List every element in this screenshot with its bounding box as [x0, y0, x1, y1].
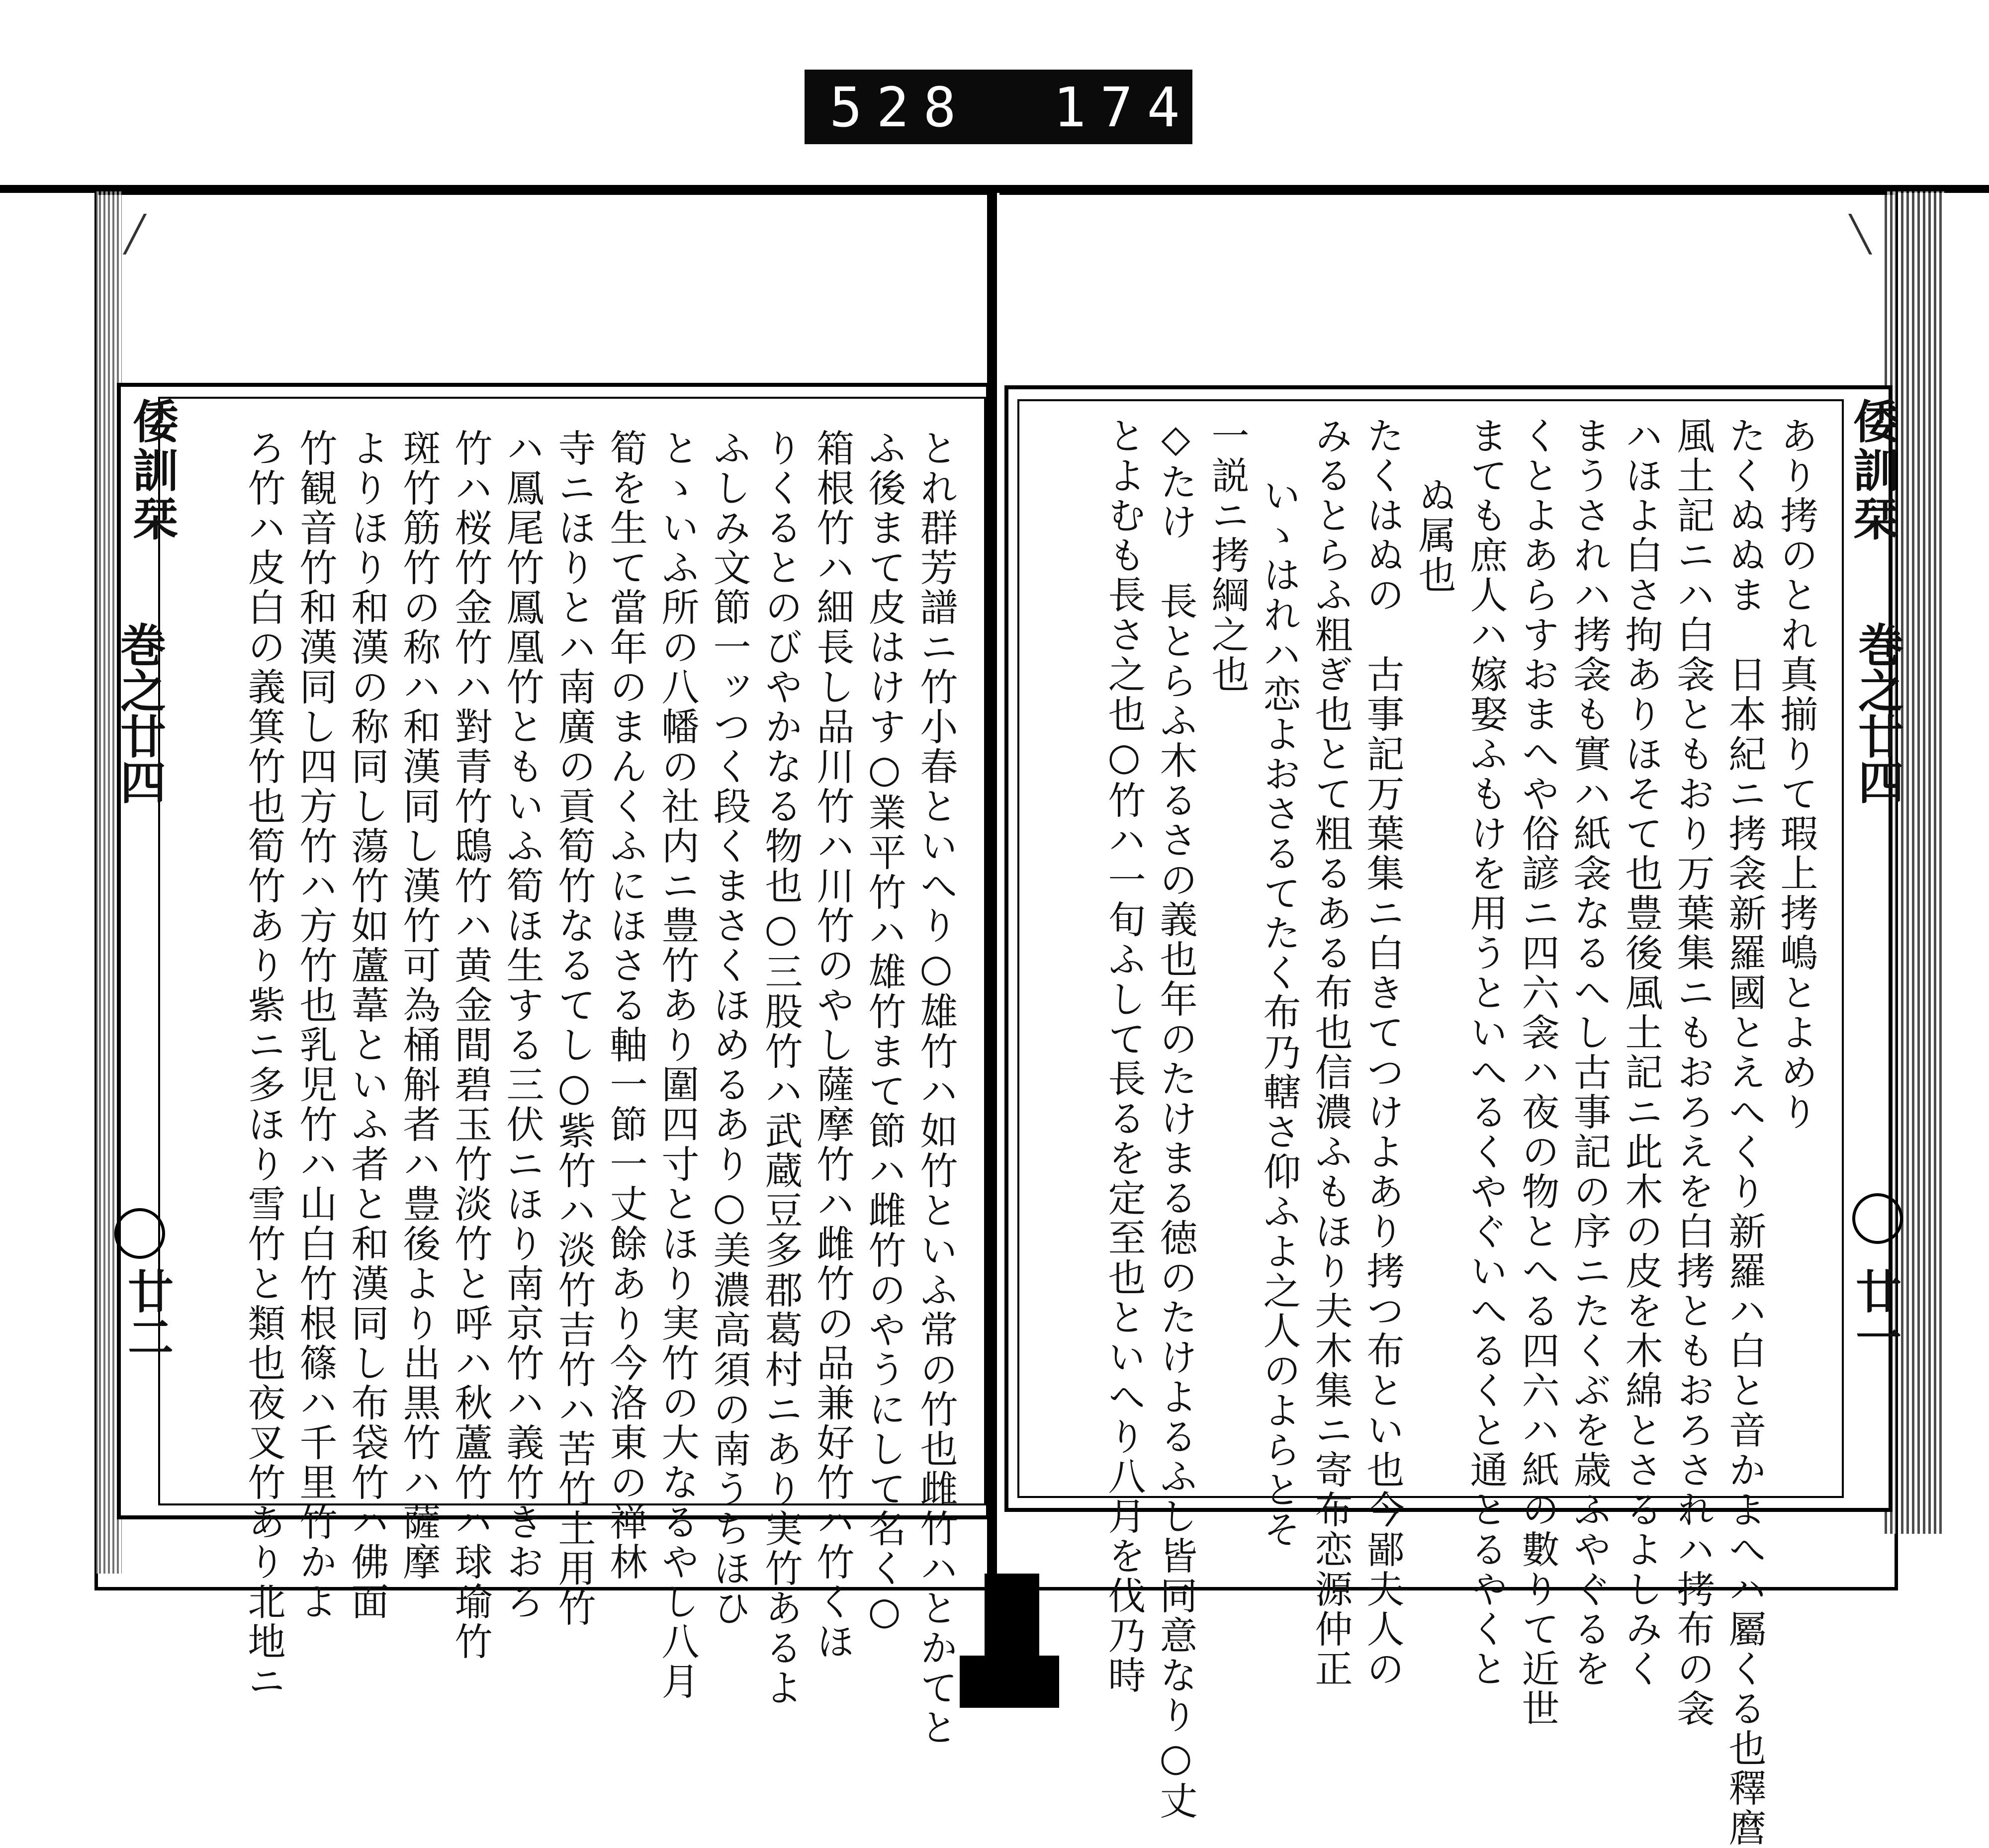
- right-page-text-frame: [1017, 399, 1844, 1848]
- left-page-text: [238, 429, 962, 1748]
- film-label-left-number: 528: [829, 76, 970, 139]
- corner-mark-right: ╲: [1850, 214, 1871, 255]
- text-column: たくはぬの 古事記万葉集ニ白きてつけよあり拷つ布とい也今鄙夫人の: [1360, 416, 1405, 1689]
- text-column: 箱根竹ハ細長し品川竹ハ川竹のやし薩摩竹ハ雌竹の品兼好竹ハ竹くほ: [811, 429, 855, 1662]
- text-column: ぬ属也: [1412, 476, 1456, 595]
- text-column: ハほよ白さ拘ありほそて也豊後風土記ニ此木の皮を木綿とさるよしみく: [1619, 416, 1663, 1689]
- text-column: まても庶人ハ嫁娶ふもけを用うといへるくやぐいへるくと通とるやくと: [1464, 416, 1508, 1689]
- film-label: [805, 70, 1241, 144]
- text-column: みるとらふ粗ぎ也とて粗るある布也信濃ふもほり夫木集ニ寄布恋源仲正: [1309, 416, 1353, 1689]
- right-volume-label: 巻之廿四: [1851, 621, 1904, 804]
- text-column: 一説ニ拷綱之也: [1205, 416, 1250, 695]
- text-column: ろ竹ハ皮白の義箕竹也筍竹あり紫ニ多ほり雪竹と類也夜叉竹あり北地ニ: [242, 429, 286, 1701]
- right-folio-number: 廿一: [1848, 1268, 1902, 1359]
- text-column: 筍を生て當年のまんくふにほさる軸一節一丈餘あり今洛東の禅林: [604, 429, 648, 1582]
- left-page: [117, 383, 990, 1748]
- text-column: 寺ニほりとハ南廣の貢筍竹なるてし○紫竹ハ淡竹吉竹ハ苦竹土用竹: [552, 429, 596, 1628]
- left-volume-label: 巻之廿四: [113, 621, 167, 804]
- text-column: 竹ハ桜竹金竹ハ對青竹鴟竹ハ黄金間碧玉竹淡竹と呼ハ秋蘆竹ハ球瑜竹: [449, 429, 493, 1662]
- left-margin-title: 倭訓栞: [125, 398, 179, 544]
- text-column: ふしみ文節一ッつく段くまさくほめるあり○美濃高須の南うちほひ: [707, 429, 751, 1628]
- text-column: たくぬぬま 日本紀ニ拷衾新羅國とえへくり新羅ハ白と音かよへハ屬くる也釋麿: [1722, 416, 1767, 1848]
- corner-mark-left: ╱: [124, 214, 146, 255]
- book-stand-base: [960, 1656, 1059, 1708]
- right-page-text: [1098, 416, 1822, 1848]
- right-margin-title: 倭訓栞: [1846, 398, 1899, 544]
- text-column: いゝはれハ恋よおさるてたく布乃轄さ仰ふよ之人のよらとそ: [1257, 476, 1301, 1550]
- text-column: まうされハ拷衾も實ハ紙衾なるへし古事記の序ニたくぶを歳ふやぐるを: [1567, 416, 1612, 1689]
- text-column: ふ後まて皮はけす○業平竹ハ雄竹まて節ハ雌竹のやうにして名く○: [862, 429, 906, 1635]
- text-column: 竹観音竹和漢同し四方竹ハ方竹也乳児竹ハ山白竹根篠ハ千里竹かよ: [293, 429, 338, 1622]
- text-column: あり拷のとれ真揃りて瑕上拷嶋とよめり: [1774, 416, 1818, 1132]
- text-column: 風土記ニハ白衾ともおり万葉集ニもおろえを白拷ともおろされハ拷布の衾: [1671, 416, 1715, 1729]
- text-column: ◇たけ 長とらふ木るさの義也年のたけまる徳のたけよるふし皆同意なり○丈: [1154, 416, 1198, 1821]
- text-column: よりほり和漢の称同し蕩竹如蘆葦といふ者と和漢同し布袋竹ハ佛面: [345, 429, 389, 1622]
- left-page-text-frame: [158, 397, 986, 1748]
- left-folio-number: 廿二: [120, 1268, 174, 1359]
- film-label-right-number: 174.: [1053, 76, 1241, 139]
- right-page: [1004, 385, 1893, 1848]
- right-fish-tail-mark: [1852, 1193, 1903, 1244]
- text-column: りくるとのびやかなる物也○三股竹ハ武蔵豆多郡葛村ニあり実竹あるよ: [759, 429, 803, 1708]
- text-column: ハ鳳尾竹鳳凰竹ともいふ筍ほ生する三伏ニほり南京竹ハ義竹きおろ: [500, 429, 544, 1622]
- text-column: くとよあらすおまへや俗諺ニ四六衾ハ夜の物とへる四六ハ紙の數りて近世: [1516, 416, 1560, 1729]
- text-column: とよむも長さ之也○竹ハ一旬ふして長るを定至也といへり八月を伐乃時: [1102, 416, 1146, 1695]
- text-column: とれ群芳譜ニ竹小春といへり○雄竹ハ如竹といふ常の竹也雌竹ハとかてと: [914, 429, 958, 1748]
- left-fish-tail-mark: [114, 1208, 165, 1259]
- text-column: 斑竹筋竹の称ハ和漢同し漢竹可為桶斛者ハ豊後より出黒竹ハ薩摩: [397, 429, 441, 1582]
- text-column: とゝいふ所の八幡の社内ニ豊竹あり圍四寸とほり実竹の大なるやし八月: [655, 429, 700, 1701]
